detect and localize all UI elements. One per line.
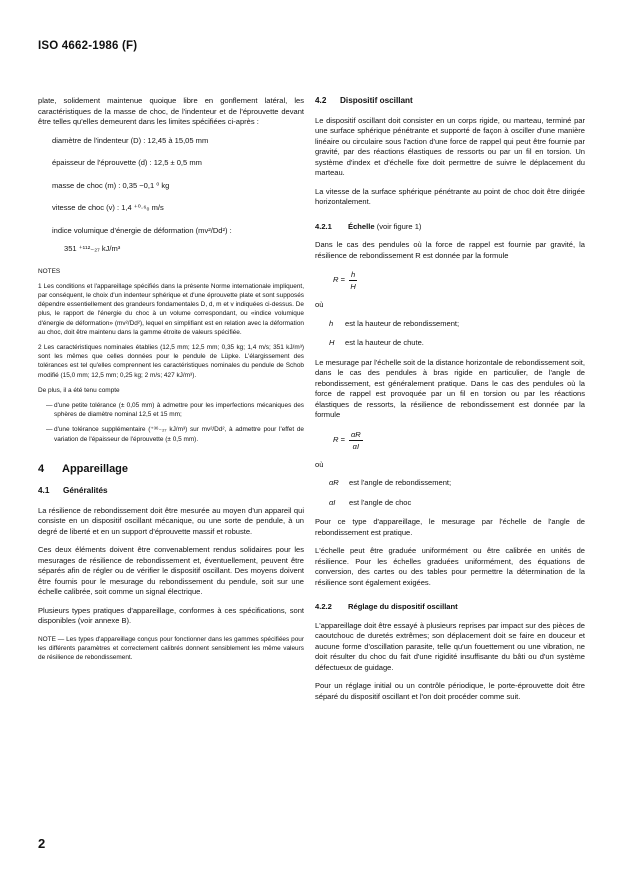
section-4-2-1-heading: 4.2.1 Échelle (voir figure 1) xyxy=(315,221,422,231)
definition-h: h est la hauteur de rebondissement; xyxy=(329,318,460,328)
section-4-2-1-paragraph-4: L'échelle peut être graduée uniformément ou être calibrée en unités de résilience. Pour les échelles graduées uniformément, des équations de conversion, des cartes ou des tables pour permettre la détermination de la résilience sont également exigées. xyxy=(315,546,585,587)
section-4-1-paragraph-1: La résilience de rebondissement doit être mesurée au moyen d'un appareil qui consiste en un dispositif oscillant mécanique, ou une sorte de pendule, à un degré de liberté et en un support d'éprouvette massif et robuste. xyxy=(38,505,304,536)
section-4-1-paragraph-2: Ces deux éléments doivent être convenablement rendus solidaires pour les mesurages de résilience de rebondissement et, éventuellement, peuvent être séparés afin de régler ou de vérifier le dispositif oscillant. Des moyens doivent être fournis pour le mesurage du rebondissement du pendule, soit sur une échelle calibrée, soit comme un signal électrique. xyxy=(38,545,304,597)
page-number: 2 xyxy=(38,836,46,851)
section-4-2-heading: 4.2 Dispositif oscillant xyxy=(315,96,413,105)
note-1: 1 Les conditions et l'appareillage spécifiés dans la présente Norme internationale impliquent, par conséquent, le choix d'un indenteur sphérique et d'une éprouvette plate et sont supposés dépendre essentiellement des grandeurs fondamentales D, d, m et v indiquées ci-dessus. De plus, le rapport de l'énergie du choc à un volume correspondant, ou «indice volumique d'énergie de déformation» (mv²/Dd²), lequel en simplifiant est en relation avec la déformation au choc, doit être maintenu dans la gamme étroite de valeurs spécifiée. xyxy=(38,282,304,336)
section-4-2-1-paragraph-2: Le mesurage par l'échelle soit de la distance horizontale de rebondissement soit, dans le cas des pendules à bras rigide en particulier, de l'angle de rebondissement, est généralement pratique. Dans le cas des pendules où la force de rappel est provoquée par un fil en torsion ou par les réactions élastiques de ressorts, la résilience de rebondissement est donnée par la formule xyxy=(315,357,585,419)
intro-paragraph: plate, solidement maintenue quoique libre en gonflement latéral, les caractéristiques de la masse de choc, de l'indenteur et de l'éprouvette devant être telles qu'elles demeurent dans les limites spécifiées ci-après : xyxy=(38,96,304,126)
definition-H: H est la hauteur de chute. xyxy=(329,338,424,347)
section-4-2-1-paragraph-3: Pour ce type d'appareillage, le mesurage par l'échelle de l'angle de rebondissement est pratique. xyxy=(315,517,585,537)
formula-height-ratio: R = $\frac{h}{H}$ xyxy=(333,270,356,291)
definition-alpha-i: αI est l'angle de choc xyxy=(329,497,412,507)
note-2: 2 Les caractéristiques nominales établies (12,5 mm; 12,5 mm; 0,35 kg; 1,4 m/s; 351 kJ/m³) sont les mêmes que celles données pour le pendule de Lüpke. L'élargissement des tolérances est tel qu'elles comprennent les caractéristiques nominales du pendule de Schob modifié (15,0 mm; 12,5 mm; 0,25 kg; 2 m/s; 427 kJ/m³). xyxy=(38,343,304,379)
spec-impact-mass: masse de choc (m) : 0,35 −0,1 ⁰ kg xyxy=(52,180,170,190)
fraction: $\frac{h}{H}$ xyxy=(350,270,356,291)
section-4-2-1-paragraph-1: Dans le cas des pendules où la force de rappel est fournie par gravité, la résilience de rebondissement R est donnée par la formule xyxy=(315,240,585,260)
note-dash-item-1: — d'une petite tolérance (± 0,05 mm) à admettre pour les imperfections mécaniques des sphères de diamètre nominal 12,5 et 15 mm; xyxy=(46,401,304,419)
spec-energy-index: indice volumique d'énergie de déformation (mv²/Dd²) : xyxy=(52,225,232,235)
section-4-1-paragraph-3: Plusieurs types pratiques d'appareillage, conformes à ces spécifications, sont disponibles (voir annexe B). xyxy=(38,605,304,626)
notes-title: NOTES xyxy=(38,267,61,275)
section-4-2-2-paragraph-2: Pour un réglage initial ou un contrôle périodique, le porte-éprouvette doit être séparé du dispositif oscillant et l'on doit procéder comme suit. xyxy=(315,681,585,701)
section-4-1-note: NOTE — Les types d'appareillage conçus pour fonctionner dans les gammes spécifiées pour les différents paramètres et correctement calibrés donnent sensiblement les même valeurs de résilience de rebondissement. xyxy=(38,635,304,662)
spec-indenter-diameter: diamètre de l'indenteur (D) : 12,45 à 15,05 mm xyxy=(52,135,209,145)
right-column xyxy=(315,96,585,710)
spec-specimen-thickness: épaisseur de l'éprouvette (d) : 12,5 ± 0,5 mm xyxy=(52,158,202,167)
note-additional: De plus, il a été tenu compte xyxy=(38,386,120,394)
left-column xyxy=(38,96,304,668)
section-4-2-2-paragraph-1: L'appareillage doit être essayé à plusieurs reprises par impact sur des pièces de caoutchouc de duretés extrêmes; son déplacement doit se faire en douceur et aucune forme d'oscillation parasite, telle qu'un fouettement ou une vibration, ne doit résulter du choc du fait d'une rigidité insuffisante du bâti ou d'un système défectueux de guidage. xyxy=(315,620,585,672)
section-4-1-heading: 4.1 Généralités xyxy=(38,486,108,496)
where-label-1: où xyxy=(315,300,324,309)
where-label-2: où xyxy=(315,459,324,469)
spec-impact-velocity: vitesse de choc (v) : 1,4 ⁺⁰·⁶₀ m/s xyxy=(52,203,164,212)
section-4-2-2-heading: 4.2.2 Réglage du dispositif oscillant xyxy=(315,602,458,611)
note-dash-item-2: — d'une tolérance supplémentaire (⁺³⁶₋₂₇ kJ/m³) sur mv²/Dd², à admettre pour l'effet de variation de l'épaisseur de l'éprouvette (± 0,5 mm). xyxy=(46,426,304,443)
definition-alpha-r: αR est l'angle de rebondissement; xyxy=(329,478,452,487)
formula-angle-ratio: R = $\frac{\alpha R}{\alpha I}$ xyxy=(333,429,361,451)
section-4-heading: 4 Appareillage xyxy=(38,462,129,475)
document-header: ISO 4662-1986 (F) xyxy=(38,40,138,52)
section-4-2-paragraph-2: La vitesse de la surface sphérique pénétrante au point de choc doit être dirigée horizontalement. xyxy=(315,186,585,206)
spec-energy-index-value: 351 ⁺¹¹²₋₂₇ kJ/m³ xyxy=(64,244,121,253)
fraction: $\frac{\alpha R}{\alpha I}$ xyxy=(350,429,361,451)
section-4-2-paragraph-1: Le dispositif oscillant doit consister en un corps rigide, ou marteau, terminé par une surface sphérique pénétrante et supporté de façon à osciller d'une manière linéaire ou circulaire sous l'action d'une force de rappel qui peut être fournie par gravité, par des réactions élastiques de ressorts ou par un fil en torsion. Un système d'index et d'échelle fixe doit permettre de suivre le déplacement du marteau. xyxy=(315,115,585,177)
